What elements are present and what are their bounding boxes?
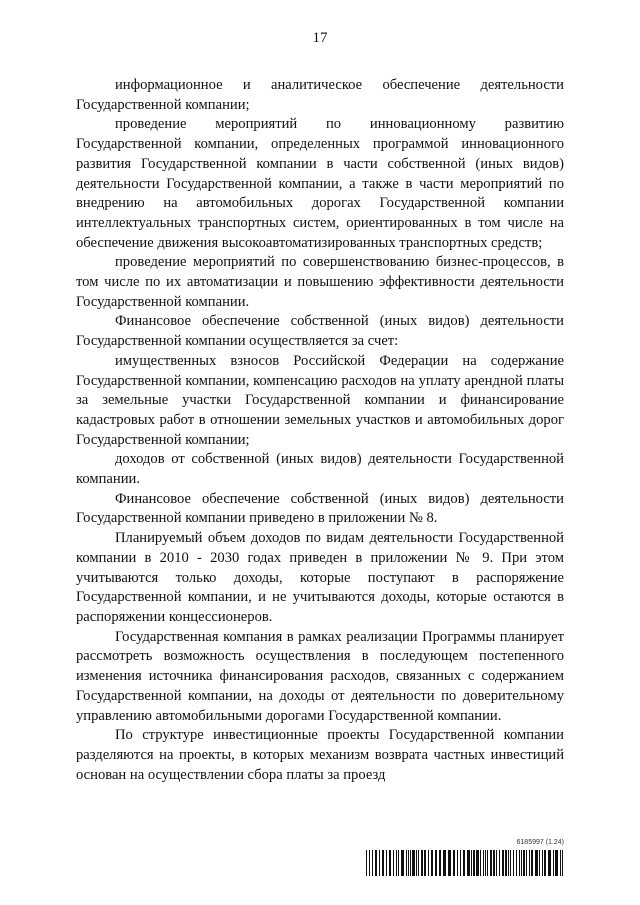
barcode-bar <box>467 850 470 876</box>
barcode-bar <box>473 850 475 876</box>
barcode-bar <box>453 850 455 876</box>
paragraph: доходов от собственной (иных видов) деятельности Государственной компании. <box>76 451 564 488</box>
barcode-bar <box>418 850 419 876</box>
barcode-bar <box>463 850 465 876</box>
barcode-bar <box>393 850 394 876</box>
paragraph: Планируемый объем доходов по видам деятельности Государственной компании в 2010 - 2030 годах приведен в приложении № 9. При этом учитываются только доходы, которые поступают в распоряжение Государственной компании, и не учитываются доходы, которые остаются в распоряжении концессионеров. <box>76 530 564 625</box>
barcode-bar <box>493 850 495 876</box>
barcode-bar <box>499 850 500 876</box>
barcode-bar <box>406 850 407 876</box>
barcode-bar <box>382 850 384 876</box>
barcode-bar <box>523 850 525 876</box>
barcode-bar <box>396 850 397 876</box>
barcode-bar <box>521 850 522 876</box>
barcode-bar <box>516 850 517 876</box>
paragraph: По структуре инвестиционные проекты Государственной компании разделяются на проекты, в которых механизм возврата частных инвестиций основан на осуществлении сбора платы за проезд <box>76 727 564 783</box>
barcode-bar <box>431 850 433 876</box>
page-number: 17 <box>312 30 328 46</box>
paragraph: имущественных взносов Российской Федерации на содержание Государственной компании, компенсацию расходов на уплату арендной платы за земельные участки Государственной компании и финансирование кадастровых работ в отношении земельных участков и автомобильных дорог Государственной компании; <box>76 352 564 448</box>
paragraph: проведение мероприятий по инновационному развитию Государственной компании, определенных программой инновационного развития Государственной компании в части собственной (иных видов) деятельности Государственной компании, а также в части мероприятий по внедрению на автомобильных дорогах Государственной компании интеллектуальных транспортных систем, ориентированных в том числе на обеспечение движения высокоавтоматизированных транспортных средств; <box>76 116 564 251</box>
barcode-bar <box>508 850 509 876</box>
barcode-bar <box>562 850 563 876</box>
document-body <box>76 76 564 785</box>
paragraph: проведение мероприятий по совершенствованию бизнес-процессов, в том числе по их автоматизации и повышению эффективности деятельности Государственной компании. <box>76 254 564 310</box>
barcode-bar <box>428 850 429 876</box>
barcode-bar <box>460 850 461 876</box>
paragraph: Финансовое обеспечение собственной (иных видов) деятельности Государственной компании приведено в приложении № 8. <box>76 490 564 527</box>
barcode-bar <box>505 850 507 876</box>
barcode-bar <box>443 850 446 876</box>
barcode-bar <box>485 850 486 876</box>
barcode-bar <box>410 850 411 876</box>
barcode-bar <box>401 850 404 876</box>
paragraph: Финансовое обеспечение собственной (иных видов) деятельности Государственной компании осуществляется за счет: <box>76 313 564 350</box>
barcode-bar <box>544 850 546 876</box>
barcode-bar <box>510 850 511 876</box>
barcode-bar <box>513 850 514 876</box>
barcode-bar <box>560 850 561 876</box>
barcode-bar <box>379 850 380 876</box>
paragraph: Государственная компания в рамках реализации Программы планирует рассмотреть возможность осуществления в последующем постепенного изменения источника финансирования расходов, связанных с содержанием Государственной компании, на доходы от деятельности по доверительному управлению автомобильными дорогами Государственной компании. <box>76 628 564 724</box>
barcode-bar <box>476 850 479 876</box>
barcode-bar <box>490 850 492 876</box>
barcode-bar <box>389 850 391 876</box>
barcode-bar <box>555 850 558 876</box>
barcode-bar <box>439 850 441 876</box>
barcode-bar <box>398 850 399 876</box>
barcode-bar <box>372 850 373 876</box>
paragraph: информационное и аналитическое обеспечение деятельности Государственной компании; <box>76 77 564 113</box>
document-code: 6185997 (1.24) <box>516 839 564 846</box>
barcode-bar <box>480 850 481 876</box>
barcode-bar <box>421 850 423 876</box>
barcode-bar <box>542 850 543 876</box>
barcode-bar <box>375 850 377 876</box>
barcode-bar <box>535 850 538 876</box>
barcode-bar <box>386 850 387 876</box>
barcode-bar <box>526 850 527 876</box>
barcode-bar <box>408 850 409 876</box>
barcode-icon <box>366 850 564 876</box>
barcode-bar <box>519 850 520 876</box>
barcode-bar <box>531 850 533 876</box>
barcode-bar <box>457 850 458 876</box>
barcode-bar <box>487 850 488 876</box>
barcode-bar <box>412 850 415 876</box>
barcode-bar <box>502 850 504 876</box>
barcode-bar <box>553 850 554 876</box>
barcode-bar <box>416 850 417 876</box>
barcode-bar <box>483 850 484 876</box>
barcode-bar <box>424 850 426 876</box>
barcode-bar <box>548 850 551 876</box>
barcode-bar <box>539 850 540 876</box>
barcode-bar <box>471 850 472 876</box>
barcode-bar <box>369 850 370 876</box>
barcode-bar <box>366 850 367 876</box>
barcode-bar <box>435 850 437 876</box>
barcode-bar <box>529 850 530 876</box>
barcode-bar <box>448 850 451 876</box>
barcode-bar <box>496 850 497 876</box>
